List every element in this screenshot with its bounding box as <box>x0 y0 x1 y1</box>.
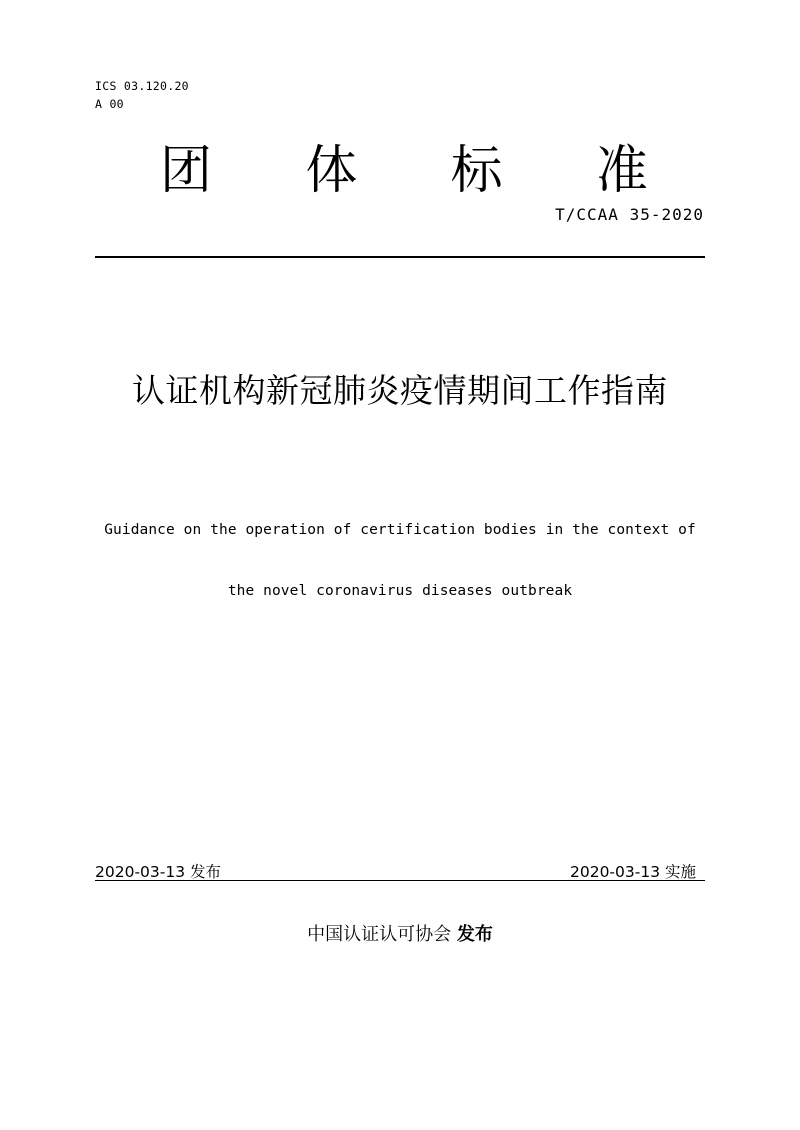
standard-type-char: 标 <box>450 141 503 201</box>
publisher-line <box>0 922 800 948</box>
footer-divider <box>95 880 705 881</box>
header-divider <box>95 256 705 258</box>
publish-date: 2020-03-13 发布 <box>95 863 222 881</box>
document-title-chinese: 认证机构新冠肺炎疫情期间工作指南 <box>132 371 668 410</box>
publisher-name: 中国认证认可协会 <box>307 924 452 945</box>
standard-type-char: 体 <box>305 141 358 201</box>
publisher-action: 发布 <box>456 924 493 945</box>
standard-type-char: 准 <box>595 141 648 201</box>
standard-number: T/CCAA 35-2020 <box>555 205 704 224</box>
ics-code: ICS 03.120.20 <box>95 79 189 93</box>
standard-type-char: 团 <box>160 141 213 201</box>
document-title-english-line1: Guidance on the operation of certification bodies in the context of <box>104 522 696 538</box>
implementation-date: 2020-03-13 实施 <box>569 863 696 881</box>
standard-type-heading <box>160 136 648 206</box>
document-title-english-line2: the novel coronavirus diseases outbreak <box>227 583 573 599</box>
ccs-code: A 00 <box>95 97 124 111</box>
